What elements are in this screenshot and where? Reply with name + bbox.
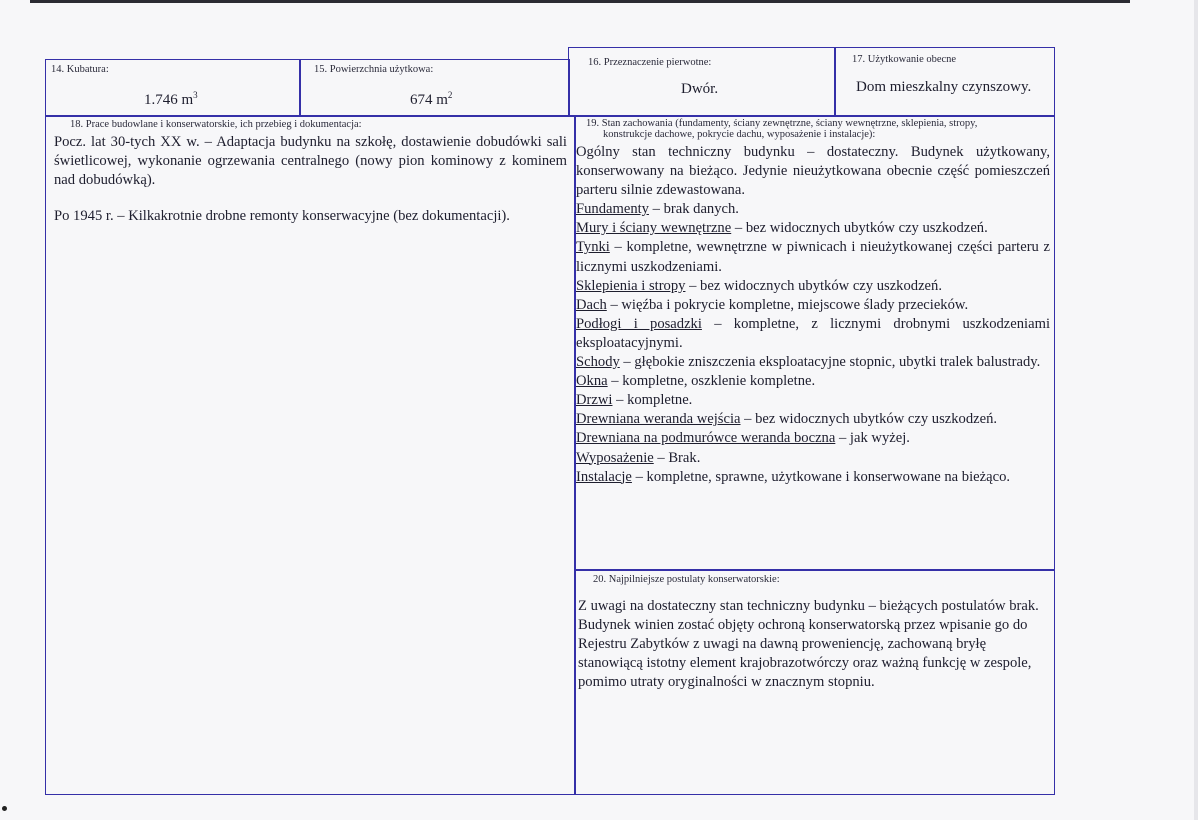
- field-uzytkowanie: [834, 47, 1055, 117]
- stan-item-key: Okna: [576, 373, 608, 390]
- stan-intro: Ogólny stan techniczny budynku – dostateczny. Budynek użytkowany, konserwowany na bieżąco. Jedynie nieużytkowana obecnie część pomieszczeń parteru silnie zdewastowana.: [576, 144, 1050, 199]
- stan-item: [576, 449, 1050, 468]
- field-powierzchnia-value: 674 $m^2$: [410, 90, 453, 108]
- stan-item-text: – bez widocznych ubytków czy uszkodzeń.: [685, 277, 942, 294]
- stan-item-key: Drewniana weranda wejścia: [576, 411, 741, 428]
- postulaty-paragraph: Z uwagi na dostateczny stan techniczny budynku – bieżących postulatów brak. Budynek winien zostać objęty ochroną konserwatorską przez wpisanie go do Rejestru Zabytków z uwagi na dawną proweniencję, zachowaną bryłę stanowiącą istotny element krajobrazotwórczy oraz ważną funkcję w zespole, pomimo utraty oryginalności w znacznym stopniu.: [578, 598, 1039, 691]
- stan-item-key: Instalacje: [576, 468, 632, 485]
- stan-item: [576, 391, 1050, 410]
- stan-item-text: – głębokie zniszczenia eksploatacyjne stopnic, ubytki tralek balustrady.: [619, 354, 1041, 371]
- stan-item: [576, 315, 1050, 353]
- stan-item: [576, 468, 1050, 487]
- field-powierzchnia-label: 15. Powierzchnia użytkowa:: [314, 64, 434, 75]
- stan-item-text: – jak wyżej.: [835, 430, 910, 447]
- stan-item-text: – bez widocznych ubytków czy uszkodzeń.: [731, 220, 988, 237]
- stan-item-text: – kompletne.: [612, 392, 693, 409]
- stan-item-key: Wyposażenie: [576, 449, 654, 466]
- section-stan-label-line2: konstrukcje dachowe, pokrycie dachu, wyposażenie i instalacje):: [603, 129, 876, 140]
- stan-item: [576, 429, 1050, 448]
- section-stan-label-line1: 19. Stan zachowania (fundamenty, ściany zewnętrzne, ściany wewnętrzne, sklepienia, stropy,: [586, 118, 978, 129]
- stan-item-key: Tynki: [576, 239, 610, 256]
- sheet-edge: [1194, 0, 1198, 820]
- field-uzytkowanie-label: 17. Użytkowanie obecne: [852, 54, 957, 65]
- field-przeznaczenie-label: 16. Przeznaczenie pierwotne:: [588, 57, 712, 68]
- stan-item-key: Fundamenty: [576, 201, 649, 218]
- stan-item-key: Dach: [576, 296, 607, 313]
- section-stan-zachowania: [574, 115, 1055, 571]
- stan-item: [576, 200, 1050, 219]
- stan-item-key: Drewniana na podmurówce weranda boczna: [576, 430, 836, 447]
- stan-item-key: Podłogi i posadzki: [576, 315, 702, 332]
- stan-item: [576, 219, 1050, 238]
- stan-item: [576, 353, 1050, 372]
- top-edge-line: [30, 0, 1130, 3]
- scan-speck: [2, 806, 7, 811]
- stan-item-key: Mury i ściany wewnętrzne: [576, 220, 732, 237]
- stan-item-text: – więźba i pokrycie kompletne, miejscowe ślady przecieków.: [606, 296, 969, 313]
- stan-item: [576, 296, 1050, 315]
- stan-item-text: – brak danych.: [648, 201, 739, 218]
- stan-item: [576, 372, 1050, 391]
- stan-item-key: Drzwi: [576, 392, 613, 409]
- field-powierzchnia: [299, 59, 570, 117]
- stan-item-text: – kompletne, sprawne, użytkowane i konserwowane na bieżąco.: [631, 468, 1011, 485]
- field-przeznaczenie: [568, 47, 836, 117]
- stan-item-key: Sklepienia i stropy: [576, 277, 686, 294]
- stan-item-text: – kompletne, z licznymi drobnymi uszkodzeniami eksploatacyjnymi.: [576, 315, 1050, 351]
- field-przeznaczenie-value: Dwór.: [681, 81, 719, 97]
- section-postulaty: [574, 569, 1055, 795]
- stan-item: [576, 277, 1050, 296]
- stan-item-text: – kompletne, wewnętrzne w piwnicach i nieużytkowanej części parteru z licznymi uszkodzeniami.: [576, 239, 1050, 275]
- field-uzytkowanie-value: Dom mieszkalny czynszowy.: [856, 79, 1032, 95]
- section-prace-text: [54, 133, 567, 226]
- stan-item: [576, 410, 1050, 429]
- heritage-record-form: [45, 47, 1055, 795]
- stan-item-text: – Brak.: [653, 449, 701, 466]
- section-stan-text: [576, 143, 1050, 487]
- stan-item: [576, 238, 1050, 276]
- prace-paragraph-2: Po 1945 r. – Kilkakrotnie drobne remonty konserwacyjne (bez dokumentacji).: [54, 208, 510, 225]
- section-prace-label: 18. Prace budowlane i konserwatorskie, ich przebieg i dokumentacja:: [70, 119, 362, 130]
- section-postulaty-label: 20. Najpilniejsze postulaty konserwatorskie:: [593, 574, 780, 585]
- field-kubatura-label: 14. Kubatura:: [51, 64, 109, 75]
- section-postulaty-text: [578, 597, 1050, 692]
- field-kubatura: [45, 59, 301, 117]
- prace-paragraph-1: Pocz. lat 30-tych XX w. – Adaptacja budynku na szkołę, dostawienie dobudówki sali świetlicowej, wykonanie ogrzewania centralnego (nowy pion kominowy z kominem nad dobudówką).: [54, 134, 567, 189]
- stan-item-text: – bez widocznych ubytków czy uszkodzeń.: [740, 411, 998, 428]
- field-kubatura-value: 1.746 $m^3$: [144, 90, 198, 108]
- section-prace-budowlane: [45, 115, 576, 795]
- stan-item-text: – kompletne, oszklenie kompletne.: [607, 373, 816, 390]
- stan-item-key: Schody: [576, 354, 620, 371]
